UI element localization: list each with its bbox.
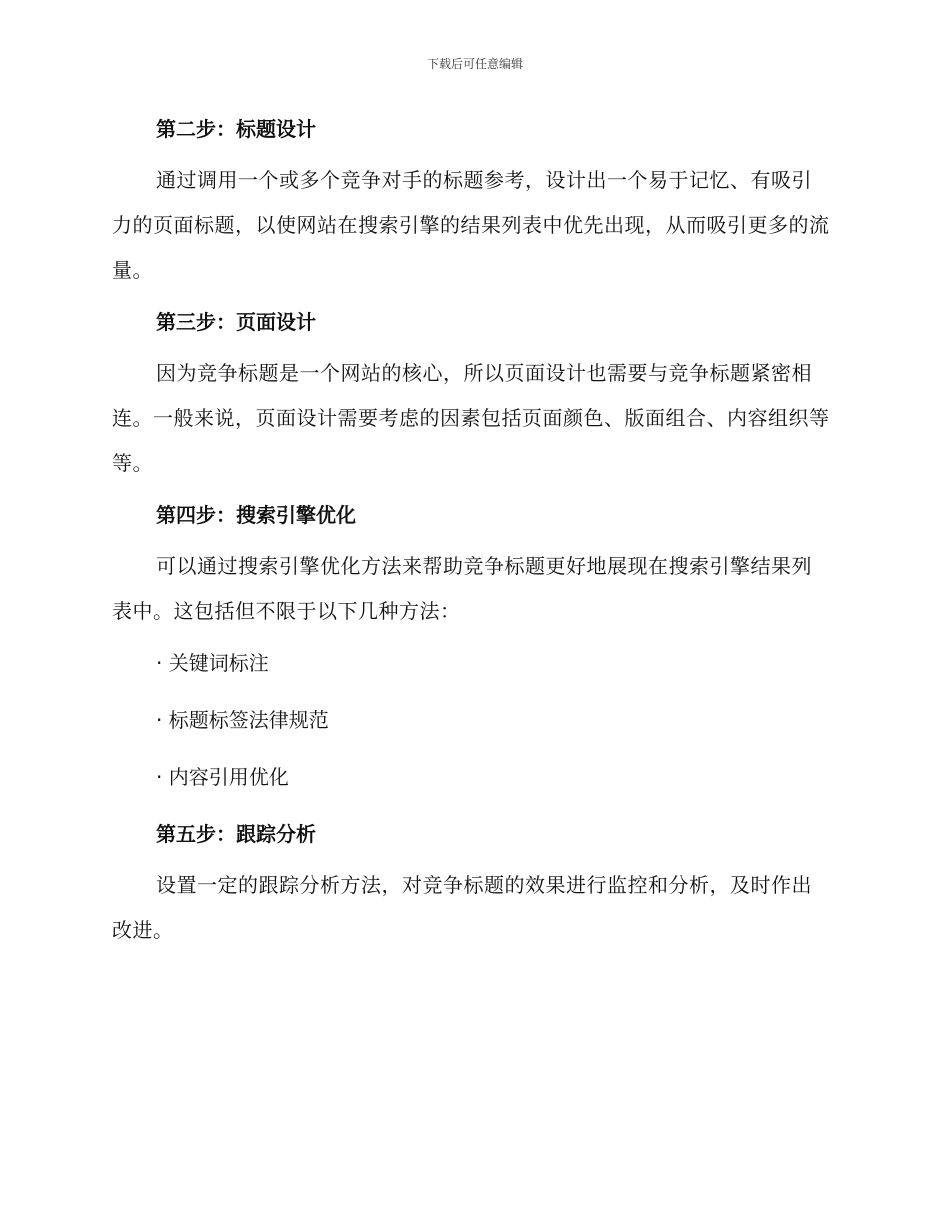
section-paragraph-step-2: 通过调用一个或多个竞争对手的标题参考，设计出一个易于记忆、有吸引力的页面标题，以使网站在搜索引擎的结果列表中优先出现，从而吸引更多的流量。 [112,168,830,282]
section-heading-step-5: 第五步：跟踪分析 [156,822,316,846]
section-heading-step-2: 第二步：标题设计 [156,117,316,141]
section-paragraph-step-4: 可以通过搜索引擎优化方法来帮助竞争标题更好地展现在搜索引擎结果列表中。这包括但不限于以下几种方法： [112,554,812,623]
section-heading-step-4: 第四步：搜索引擎优化 [156,503,356,527]
document-body [112,110,830,953]
list-item: · 内容引用优化 [156,765,289,789]
page-header: 下载后可任意编辑 [426,57,523,71]
section-heading-step-3: 第三步：页面设计 [156,310,316,334]
section-paragraph-step-3: 因为竞争标题是一个网站的核心，所以页面设计也需要与竞争标题紧密相连。一般来说，页面设计需要考虑的因素包括页面颜色、版面组合、内容组织等等。 [112,361,830,475]
section-paragraph-step-5: 设置一定的跟踪分析方法，对竞争标题的效果进行监控和分析，及时作出改进。 [112,873,812,942]
list-item: · 关键词标注 [156,651,269,675]
list-item: · 标题标签法律规范 [156,708,329,732]
